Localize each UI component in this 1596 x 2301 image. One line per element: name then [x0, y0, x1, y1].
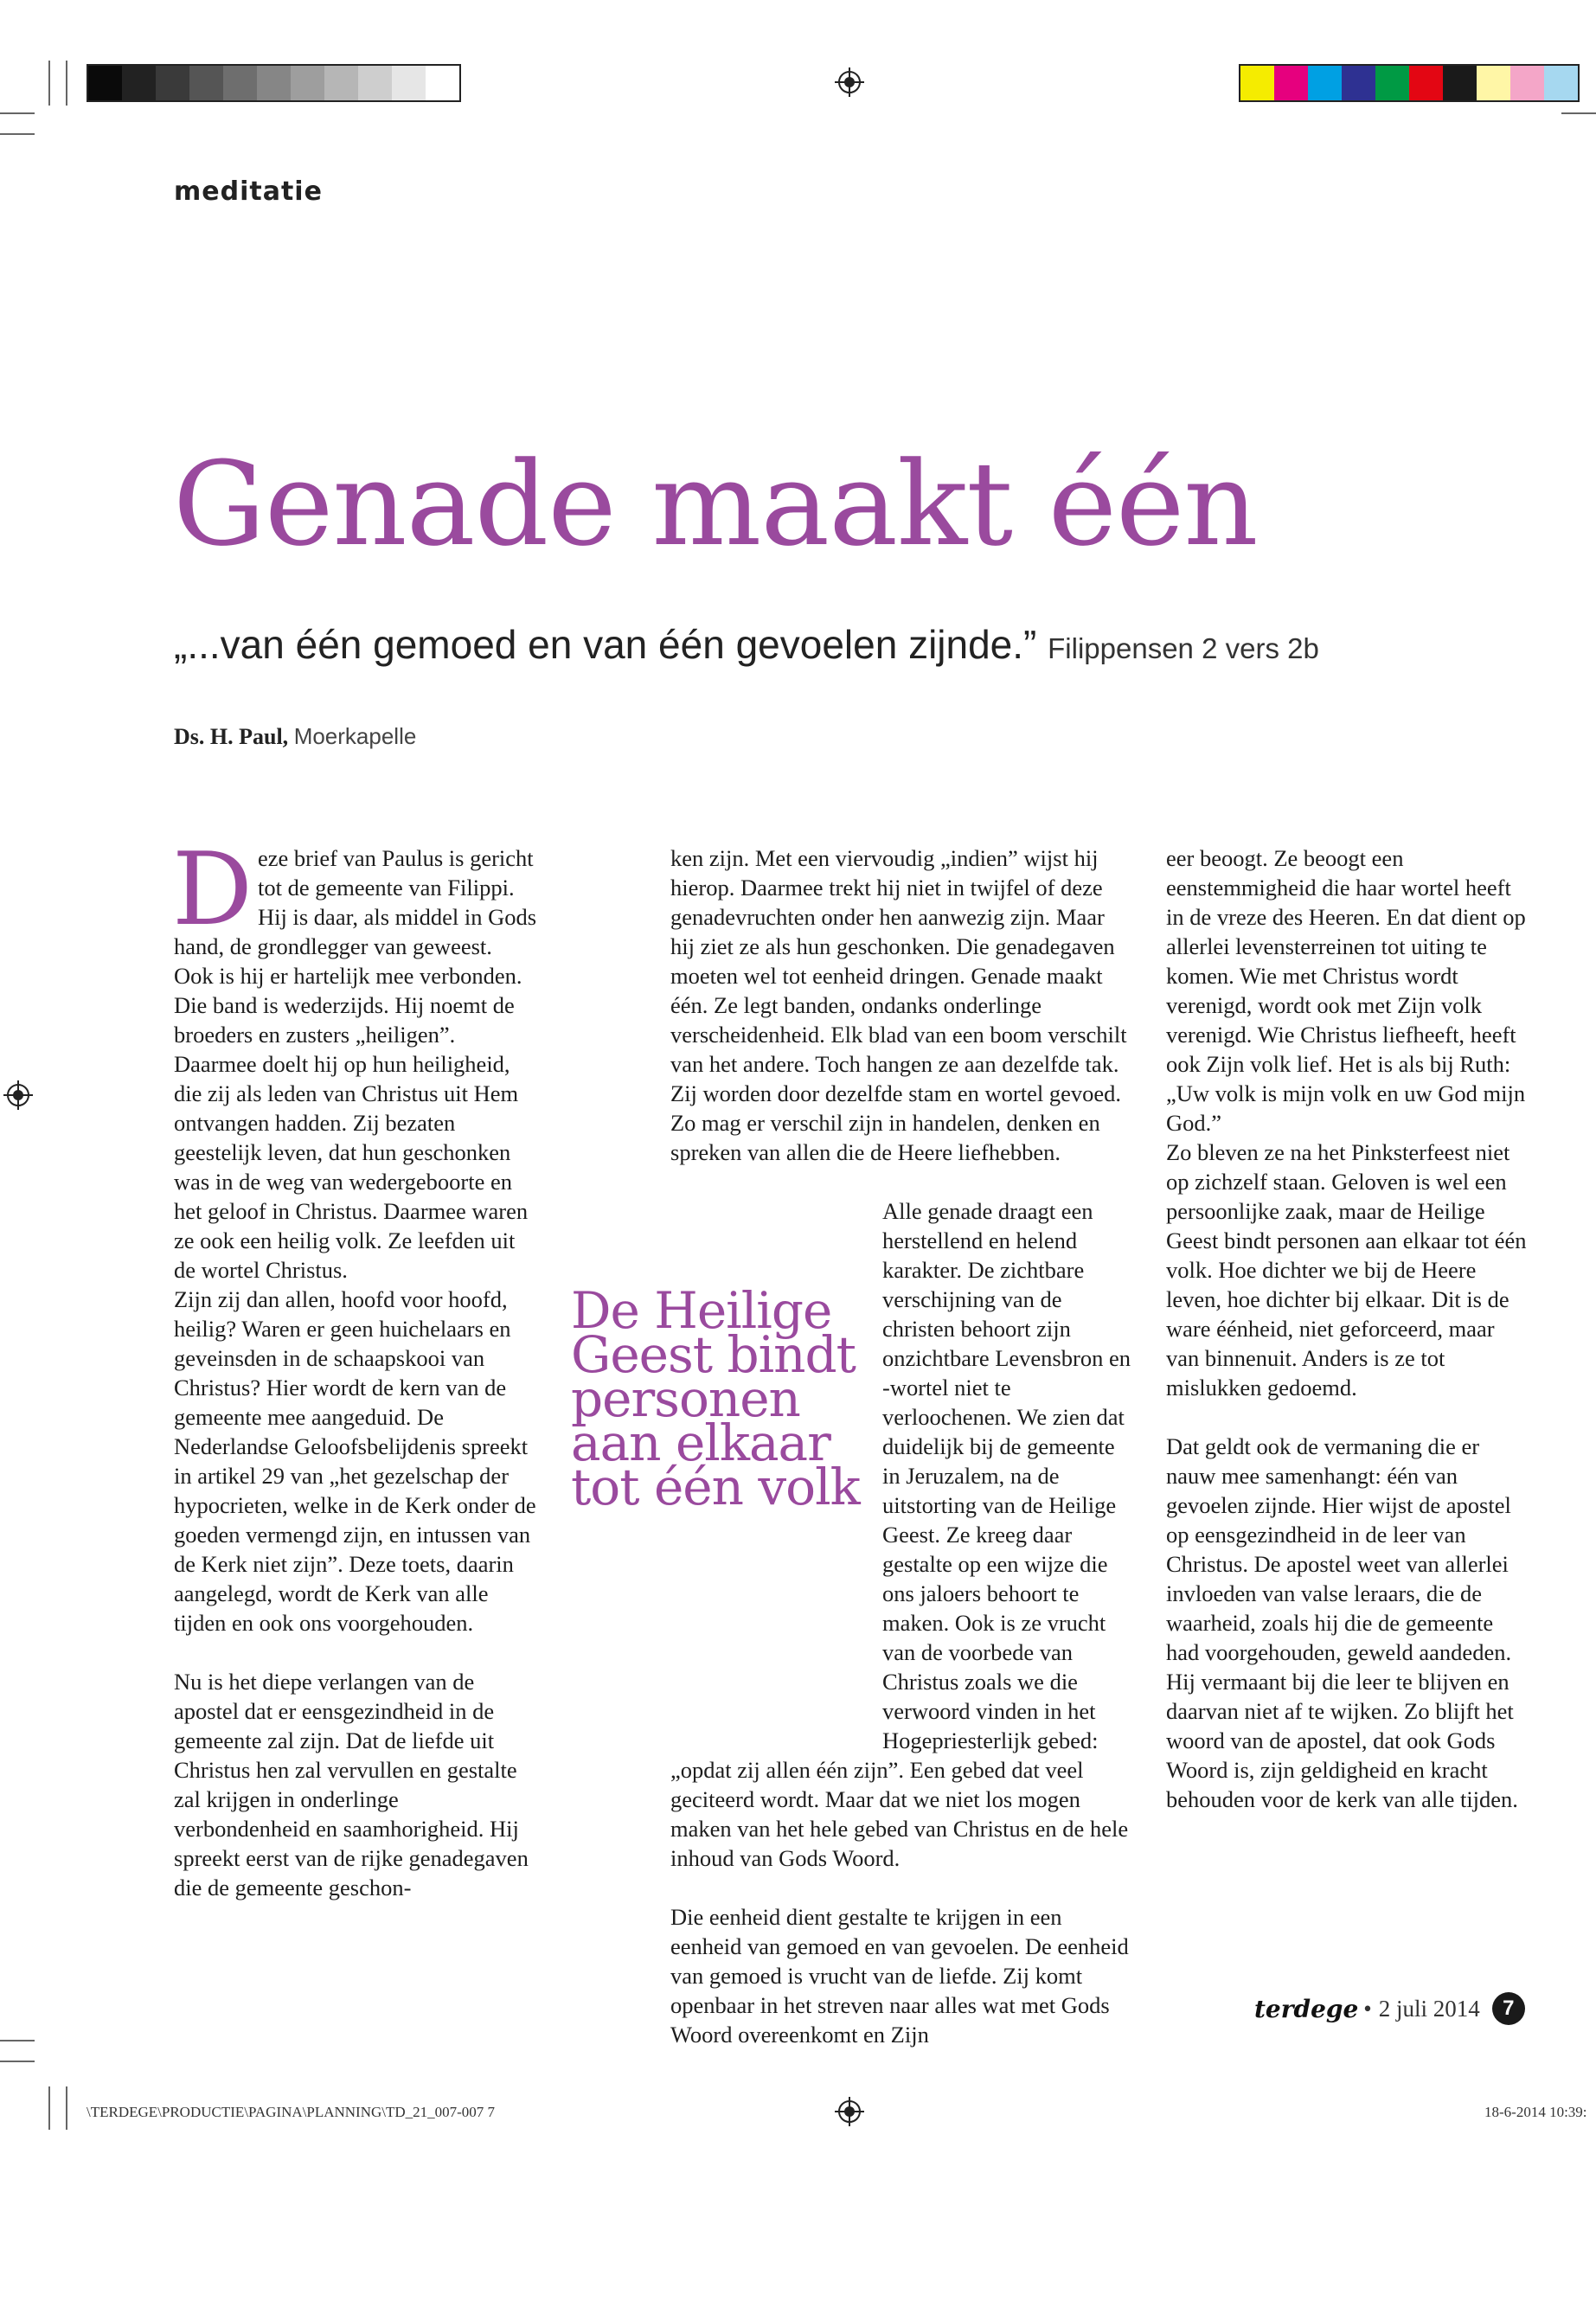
crop-mark	[48, 2086, 50, 2130]
page-number: 7	[1492, 1992, 1525, 2025]
author-name: Ds. H. Paul,	[174, 724, 289, 749]
gray-swatch	[122, 66, 156, 100]
paragraph: Deze brief van Paulus is gericht tot de gemeente van Filippi. Hij is daar, als middel in Gods hand, de grondlegger van geweest. Ook is hij er hartelijk mee verbonden. Die band is wederzijds. Hij noemt de broeders en zusters „heiligen”. Daarmee doelt hij op hun heiligheid, die zij als leden van Christus uit Hem ontvangen hadden. Zij bezaten geestelijk leven, dat hun geschonken was in de weg van wedergeboorte en het geloof in Christus. Daarmee waren ze ook een heilig volk. Ze leefden uit de wortel Christus.	[172, 831, 537, 1283]
quote-reference: Filippensen 2 vers 2b	[1048, 632, 1319, 664]
color-swatch	[1409, 66, 1443, 100]
gray-swatch	[156, 66, 189, 100]
color-calibration-strip	[1239, 64, 1580, 102]
color-swatch	[1544, 66, 1578, 100]
section-label: meditatie	[174, 176, 323, 207]
article-column-3	[1166, 843, 1529, 1814]
registration-mark-icon	[835, 2097, 864, 2126]
crop-mark	[66, 61, 67, 106]
paragraph: eer beoogt. Ze beoogt een eenstemmigheid die haar wortel heeft in de vreze des Heeren. En dat dient op allerlei levensterreinen tot uiting te komen. Wie met Christus wordt verenigd, wordt ook met Zijn volk verenigd. Wie Christus liefheeft, heeft ook Zijn volk lief. Het is als bij Ruth: „Uw volk is mijn volk en uw God mijn God.”	[1166, 845, 1526, 1136]
gray-swatch	[426, 66, 459, 100]
print-stamp: 18-6-2014 10:39:	[1484, 2104, 1587, 2120]
color-swatch	[1274, 66, 1308, 100]
color-swatch	[1342, 66, 1375, 100]
gray-swatch	[392, 66, 426, 100]
production-slug: \TERDEGE\PRODUCTIE\PAGINA\PLANNING\TD_21_007-007 7	[87, 2104, 496, 2120]
separator: •	[1363, 1995, 1372, 2022]
paragraph: Zo bleven ze na het Pinksterfeest niet op zichzelf staan. Geloven is wel een persoonlijke zaak, maar de Heilige Geest bindt personen aan elkaar tot één volk. Hoe dichter we bij de Heere leven, hoe dichter bij elkaar. Dit is de ware éénheid, niet geforceerd, maar van binnenuit. Anders is ze tot mislukken gedoemd.	[1166, 1139, 1527, 1400]
quote-text: „...van één gemoed en van één gevoelen zijnde.”	[174, 622, 1037, 667]
color-swatch	[1308, 66, 1342, 100]
color-swatch	[1443, 66, 1477, 100]
magazine-logo: terdege	[1254, 1994, 1359, 2023]
crop-mark	[0, 112, 35, 114]
paragraph: Zijn zij dan allen, hoofd voor hoofd, heilig? Waren er geen huichelaars en geveinsden in de schaapskooi van Christus? Hier wordt de kern van de gemeente mee aangeduid. De Nederlandse Geloofsbelijdenis spreekt in artikel 29 van „het gezelschap der hypocrieten, welke in de Kerk onder de goeden vermengd zijn, en intussen van de Kerk niet zijn”. Deze toets, daarin aangelegd, wordt de Kerk van alle tijden en ook ons voorgehouden.	[174, 1286, 536, 1636]
pull-quote: De Heilige Geest bindt personen aan elkaar tot één volk	[571, 1281, 860, 1516]
color-swatch	[1240, 66, 1274, 100]
paragraph: Dat geldt ook de vermaning die er nauw mee samenhangt: één van gevoelen zijnde. Hier wijst de apostel op eensgezindheid in de leer van Christus. De apostel weet van allerlei invloeden van valse leraars, die de waarheid, zoals hij die de gemeente had voorgehouden, geweld aandeden. Hij vermaant bij die leer te blijven en daarvan niet af te wijken. Zo blijft het woord van de apostel, dat ook Gods Woord is, zijn geldigheid en kracht behouden voor de kerk van alle tijden.	[1166, 1433, 1518, 1812]
author-place: Moerkapelle	[293, 723, 417, 749]
gray-swatch	[358, 66, 392, 100]
paragraph: Nu is het diepe verlangen van de apostel dat er eensgezindheid in de gemeente zal zijn. Dat de liefde uit Christus hen zal vervullen en gestalte zal krijgen in onderlinge verbondenheid en saamhorigheid. Hij spreekt eerst van de rijke genadegaven die de gemeente geschon-	[174, 1669, 529, 1900]
gray-swatch	[88, 66, 122, 100]
color-swatch	[1510, 66, 1544, 100]
color-swatch	[1477, 66, 1510, 100]
crop-mark	[1561, 112, 1596, 114]
drop-cap: D	[172, 831, 253, 948]
crop-mark	[0, 133, 35, 135]
paragraph: Alle genade draagt een herstellend en helend karakter. De zichtbare verschijning van de christen behoort zijn onzichtbare Levensbron en -wortel niet te verloochenen. We zien dat duidelijk bij de gemeente in Jeruzalem, na de uitstorting van de Heilige Geest. Ze kreeg daar gestalte op een wijze die ons jaloers behoort te maken. Ook is ze vrucht van de voorbede van Christus zoals we die verwoord vinden in het Hogepriesterlijk gebed: „opdat zij allen één zijn”. Een gebed dat veel geciteerd wordt. Maar dat we niet los mogen maken van het hele gebed van Christus en de hele inhoud van Gods Woord.	[670, 1198, 1131, 1871]
crop-mark	[48, 61, 50, 106]
registration-mark-icon	[835, 67, 864, 97]
article-column-1	[172, 831, 537, 1902]
color-swatch	[1375, 66, 1409, 100]
gray-swatch	[257, 66, 291, 100]
issue-date: 2 juli 2014	[1378, 1995, 1480, 2022]
byline	[174, 723, 416, 750]
gray-swatch	[324, 66, 358, 100]
gray-swatch	[223, 66, 257, 100]
page-title: Genade maakt één	[173, 437, 1258, 572]
crop-mark	[0, 2061, 35, 2062]
paragraph: Die eenheid dient gestalte te krijgen in een eenheid van gemoed en van gevoelen. De eenheid van gemoed is vrucht van de liefde. Zij komt openbaar in het streven naar alles wat met Gods Woord overeenkomt en Zijn	[670, 1904, 1129, 2048]
scripture-quote	[174, 621, 1319, 668]
gray-swatch	[189, 66, 223, 100]
crop-mark	[0, 2040, 35, 2041]
registration-mark-icon	[3, 1080, 33, 1110]
gray-calibration-strip	[87, 64, 461, 102]
page-footer	[1254, 1992, 1525, 2025]
paragraph: ken zijn. Met een viervoudig „indien” wijst hij hierop. Daarmee trekt hij niet in twijfel of deze genadevruchten onder hen aanwezig zijn. Maar hij ziet ze als hun geschonken. Die genadegaven moeten wel tot eenheid dringen. Genade maakt één. Ze legt banden, ondanks onderlinge verscheidenheid. Elk blad van een boom verschilt van het andere. Toch hangen ze aan dezelfde tak. Zij worden door dezelfde stam en wortel gevoed. Zo mag er verschil zijn in handelen, denken en spreken van allen die de Heere liefhebben.	[670, 845, 1127, 1165]
crop-mark	[66, 2086, 67, 2130]
gray-swatch	[291, 66, 324, 100]
